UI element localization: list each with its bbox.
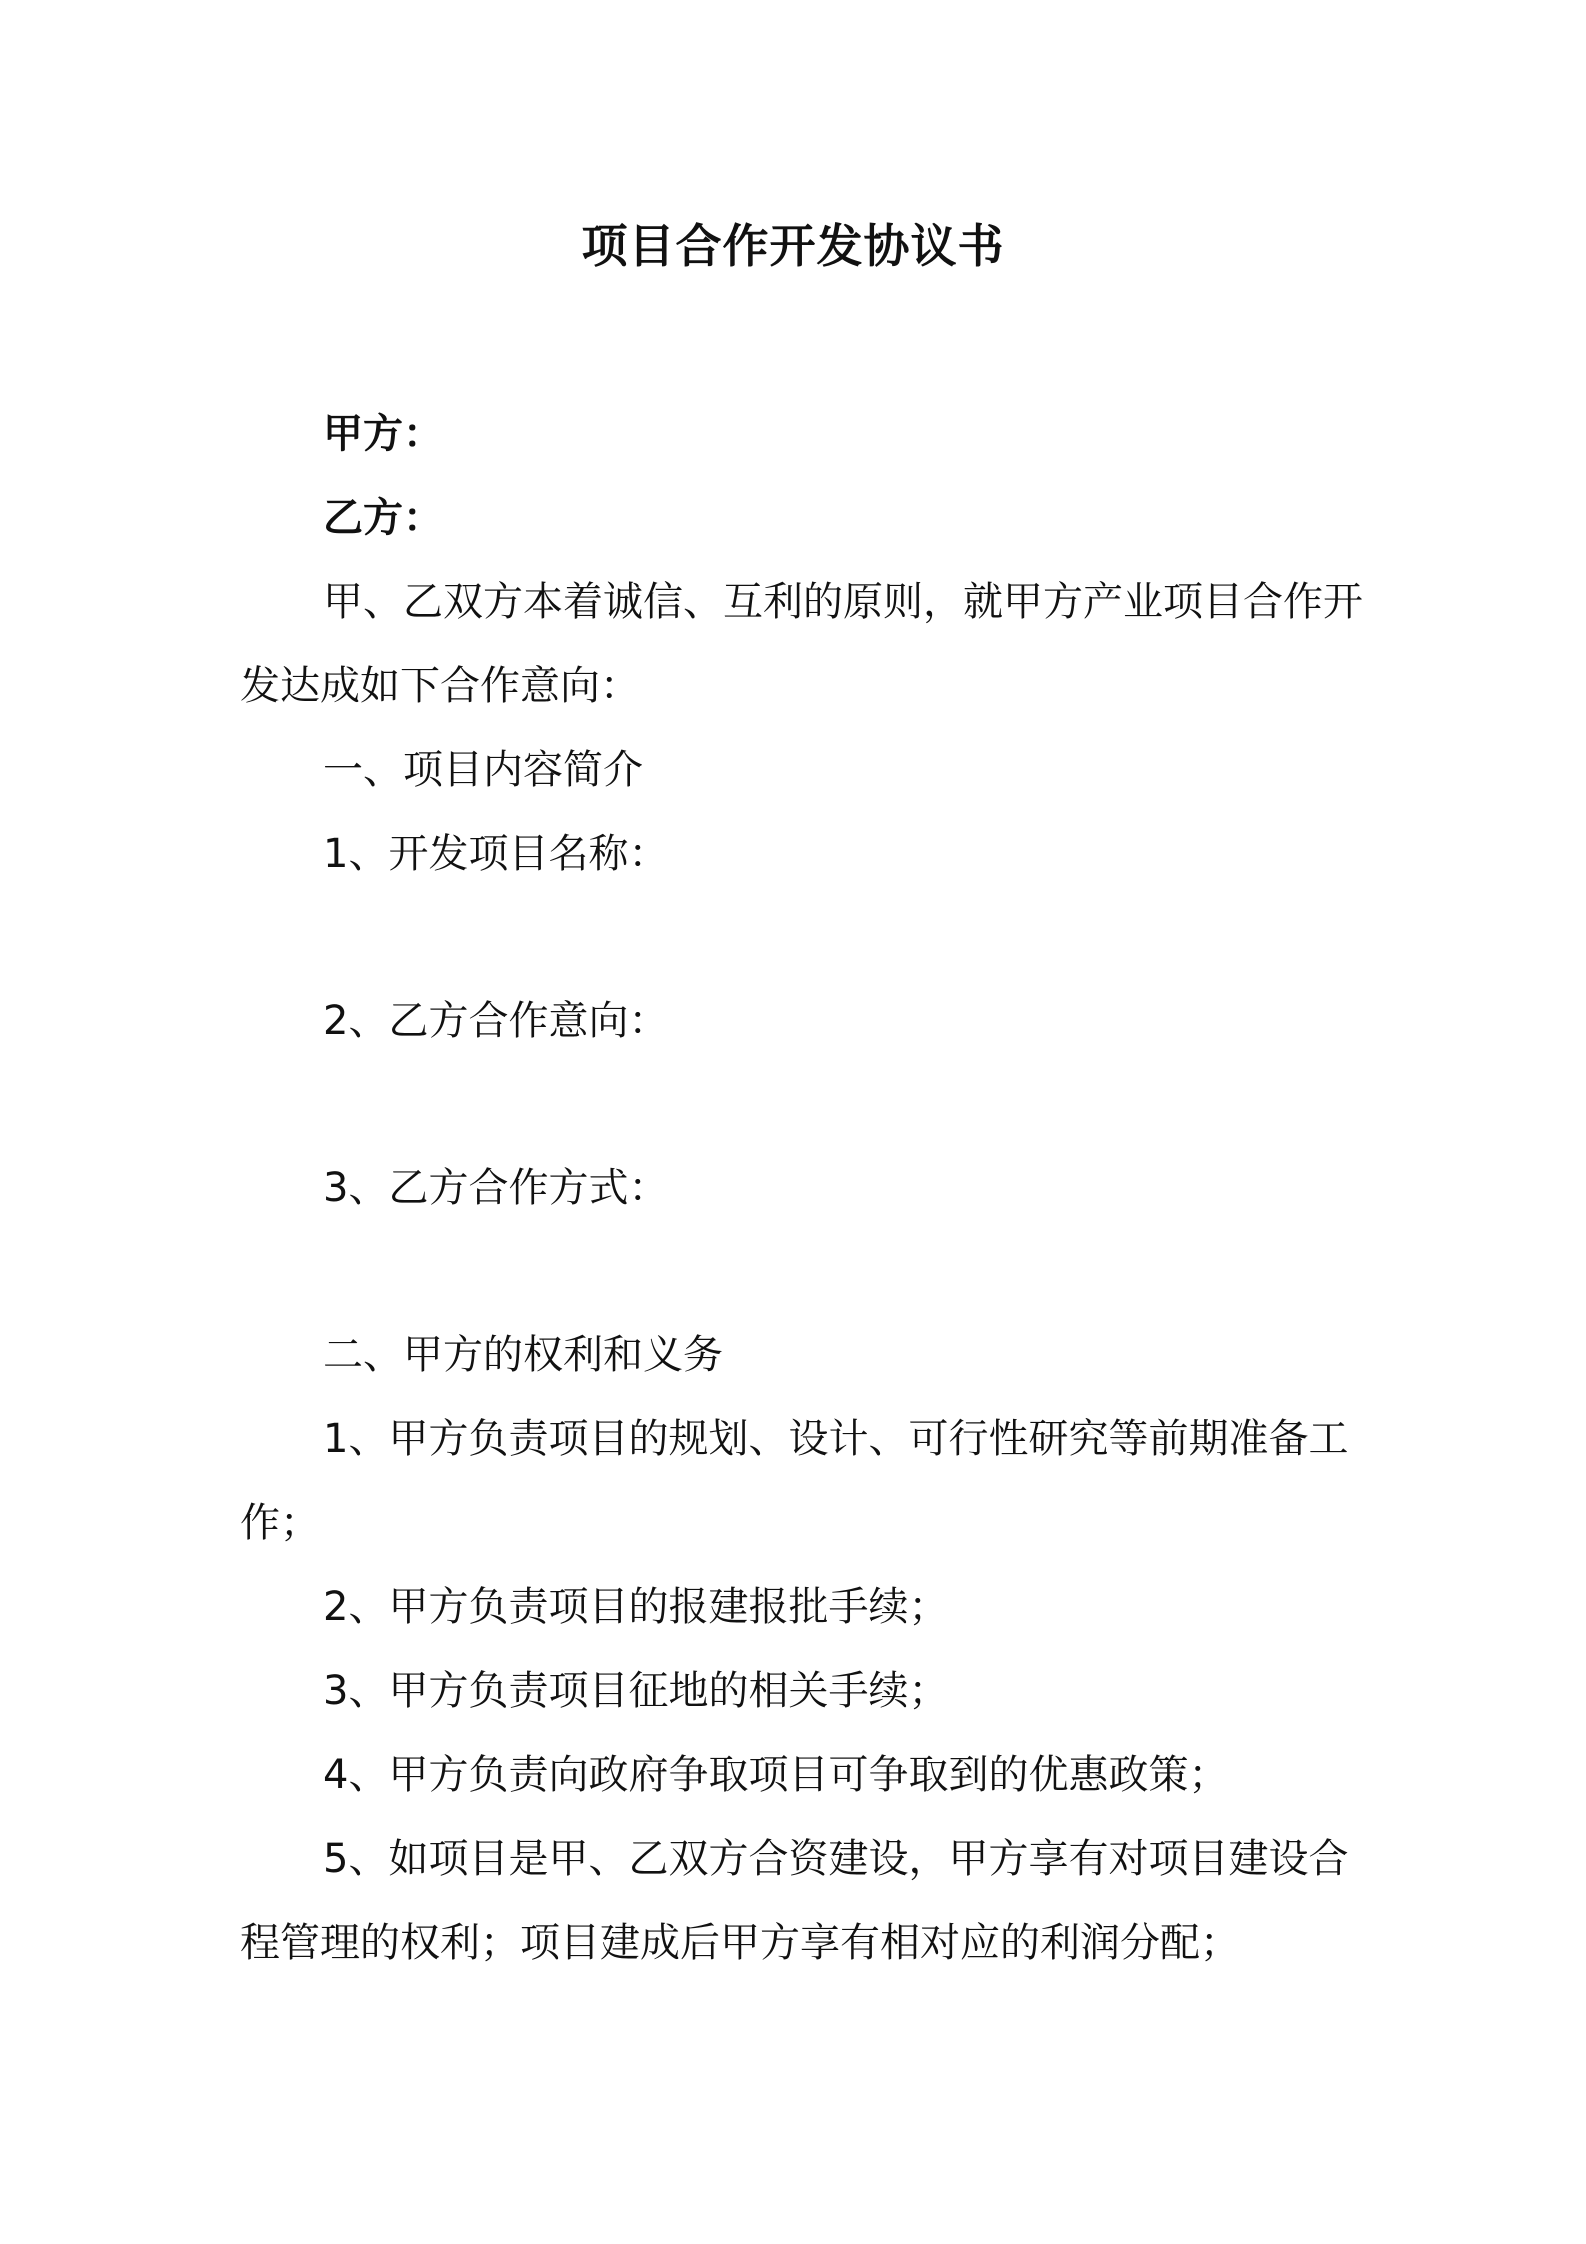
section-2-item-5-line-2: 程管理的权利；项目建成后甲方享有相对应的利润分配； (240, 1920, 1240, 1966)
section-1-item-1: 1、开发项目名称： (323, 831, 669, 877)
section-2-item-5-line-1: 5、如项目是甲、乙双方合资建设，甲方享有对项目建设合 (323, 1836, 1349, 1882)
section-1-heading: 一、项目内容简介 (323, 747, 643, 793)
section-2-item-3: 3、甲方负责项目征地的相关手续； (323, 1668, 949, 1714)
section-2-item-4: 4、甲方负责向政府争取项目可争取到的优惠政策； (323, 1752, 1229, 1798)
party-a-label: 甲方： (323, 411, 443, 457)
section-2-heading: 二、甲方的权利和义务 (323, 1332, 723, 1378)
section-1-item-3: 3、乙方合作方式： (323, 1165, 669, 1211)
party-b-label: 乙方： (323, 495, 443, 541)
section-1-item-2: 2、乙方合作意向： (323, 998, 669, 1044)
section-2-item-2: 2、甲方负责项目的报建报批手续； (323, 1584, 949, 1630)
intro-paragraph-line-2: 发达成如下合作意向： (240, 663, 640, 709)
section-2-item-1-line-2: 作； (240, 1500, 320, 1546)
document-title: 项目合作开发协议书 (581, 219, 1005, 273)
intro-paragraph-line-1: 甲、乙双方本着诚信、互利的原则，就甲方产业项目合作开 (323, 579, 1363, 625)
section-2-item-1-line-1: 1、甲方负责项目的规划、设计、可行性研究等前期准备工 (323, 1416, 1349, 1462)
